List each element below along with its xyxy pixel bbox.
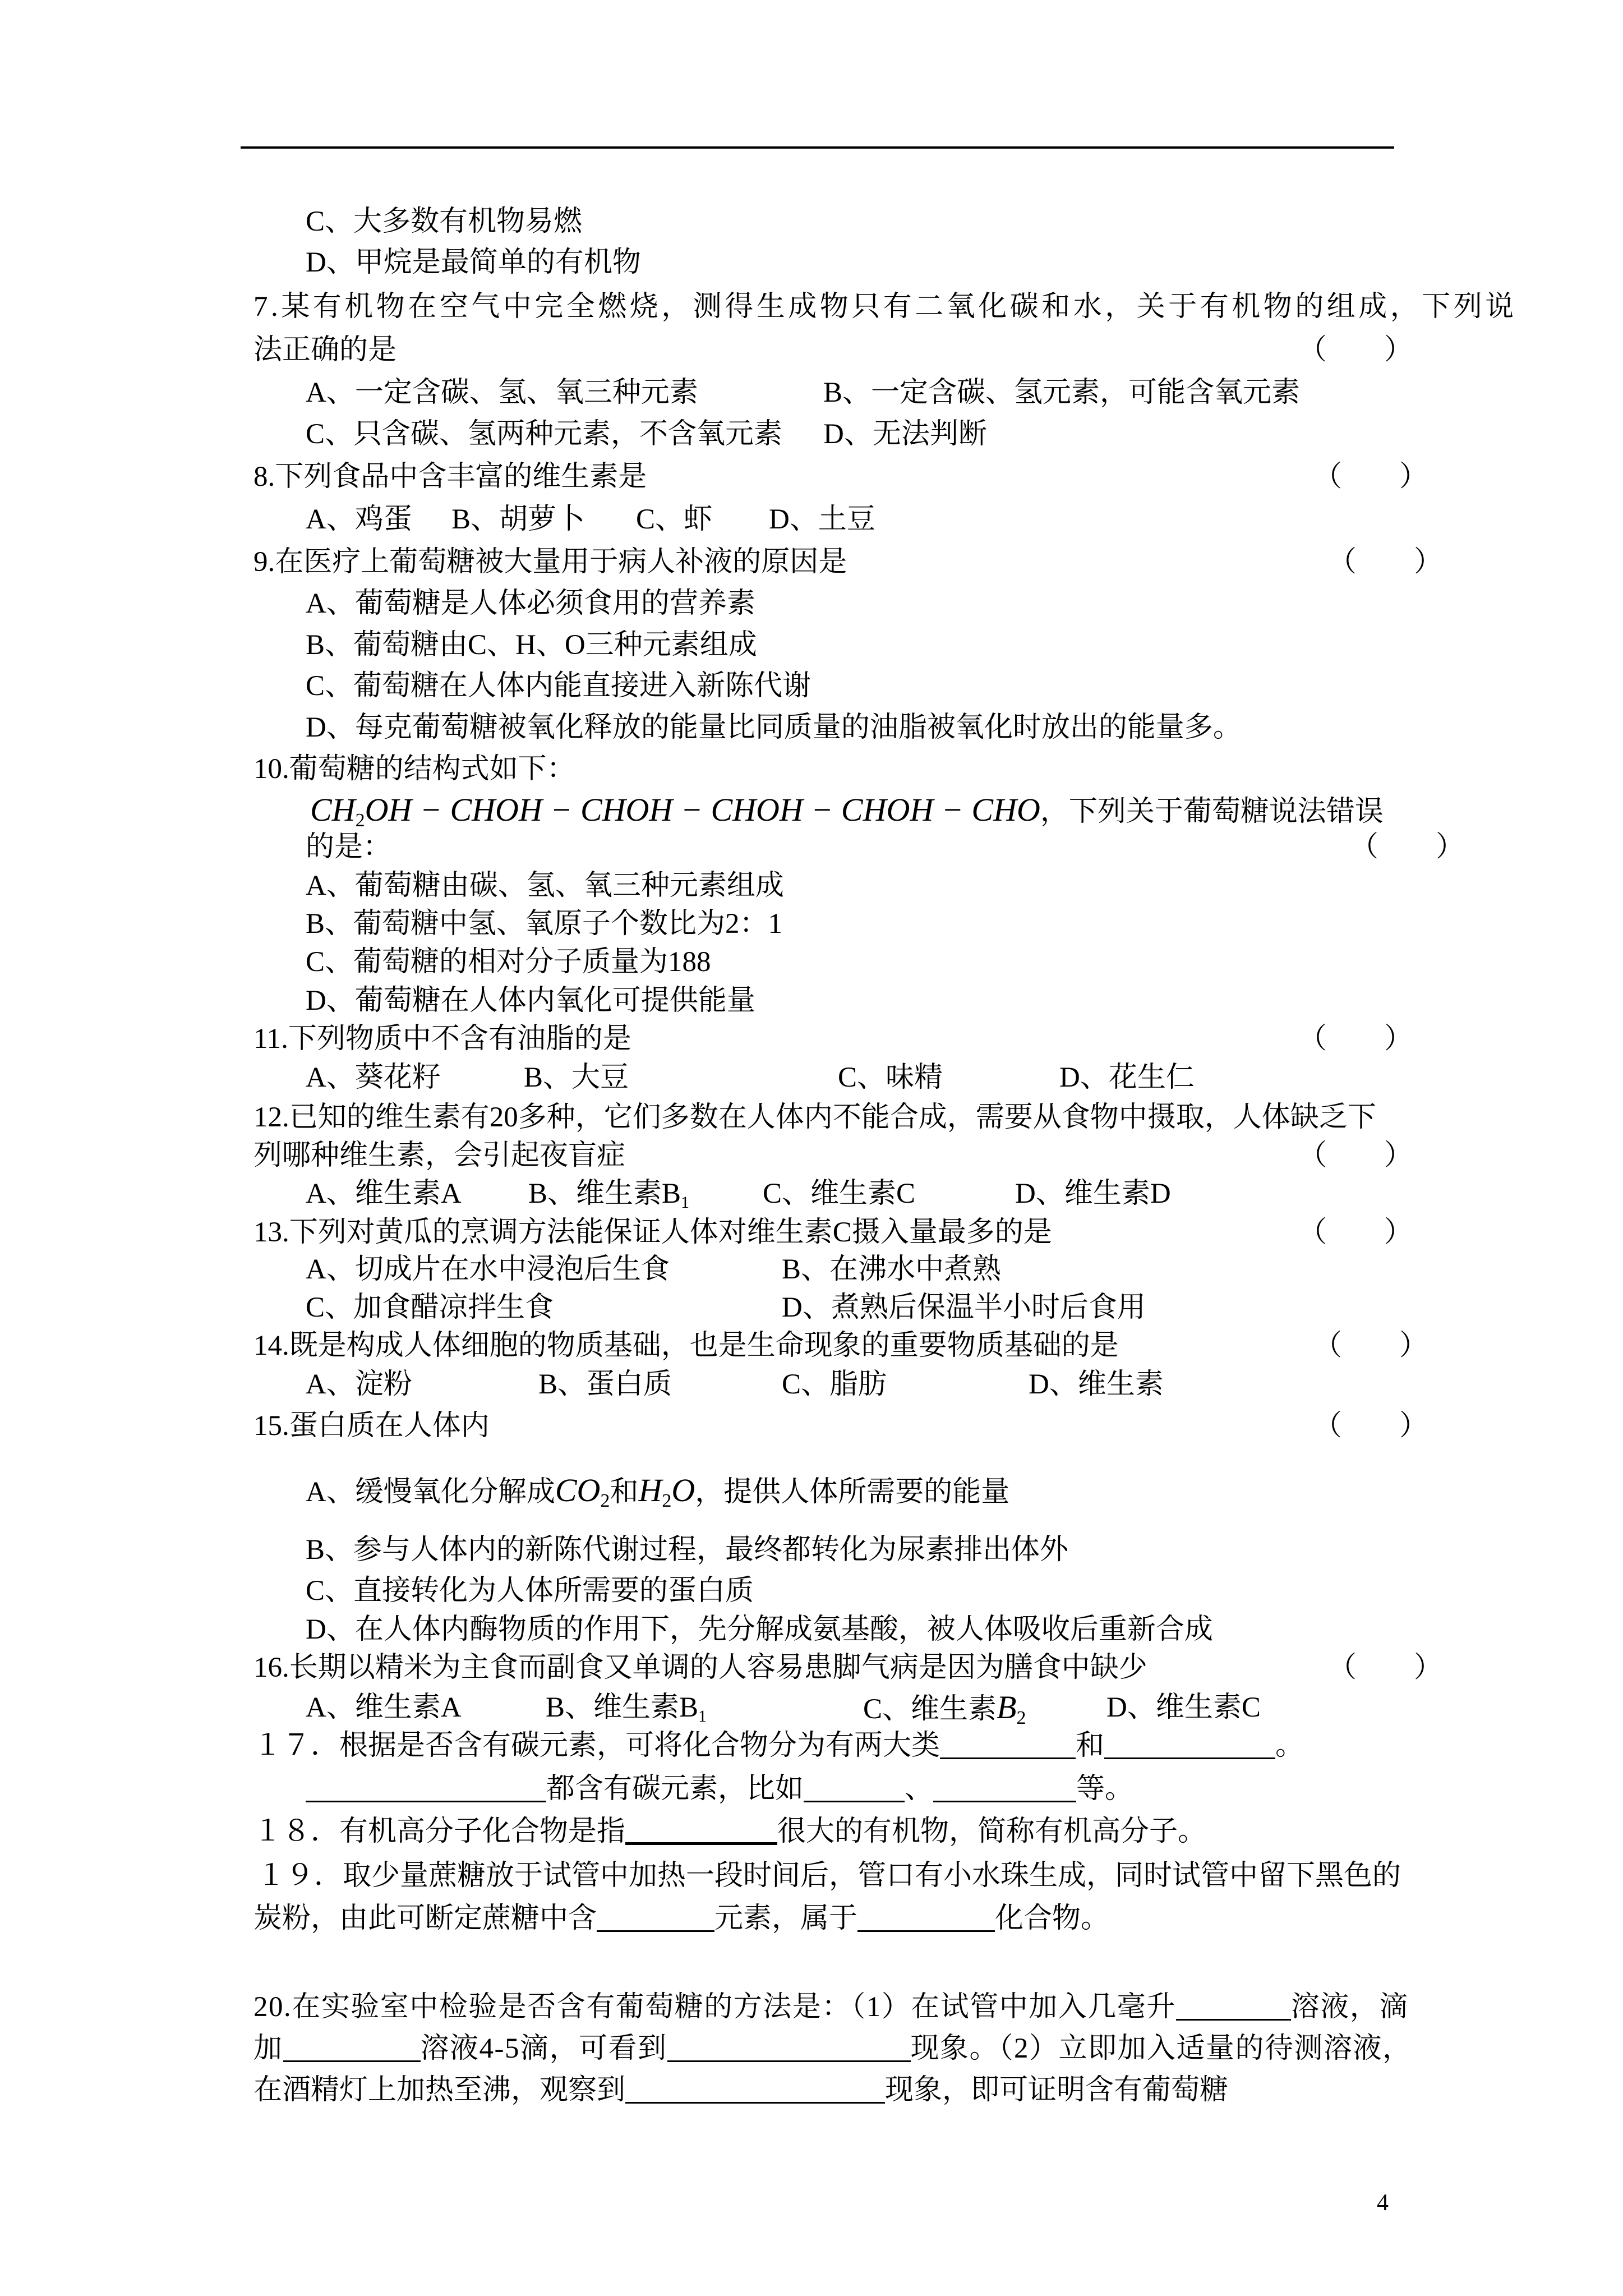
q12-answer-bracket: （ ） — [1298, 1140, 1413, 1171]
q6-option-c: C、大多数有机物易燃 — [306, 206, 583, 237]
q9-option-a: A、葡萄糖是人体必须食用的营养素 — [306, 588, 755, 619]
q10-option-a: A、葡萄糖由碳、氢、氧三种元素组成 — [306, 870, 784, 901]
q20-line-3 — [253, 2072, 1228, 2108]
q13-option-b: B、在沸水中煮熟 — [782, 1254, 1002, 1285]
q13-answer-bracket: （ ） — [1298, 1217, 1413, 1248]
answer-blank — [667, 2033, 911, 2062]
q18-text-b: 很大的有机物，简称有机高分子。 — [777, 1816, 1207, 1847]
formula-part-1: CH — [310, 792, 356, 828]
q12-stem-line-2: 列哪种维生素，会引起夜盲症 — [253, 1140, 626, 1171]
q11-answer-bracket: （ ） — [1298, 1023, 1413, 1055]
q12-option-b — [528, 1176, 689, 1212]
q18-line — [253, 1814, 1206, 1849]
q12-option-b-text: B、维生素B — [528, 1178, 681, 1209]
answer-blank — [933, 1774, 1076, 1802]
answer-blank — [625, 1815, 777, 1845]
q15-stem: 15.蛋白质在人体内 — [253, 1410, 490, 1442]
answer-blank — [283, 2033, 421, 2062]
q20-line-3-text-a: 在酒精灯上加热至沸，观察到 — [253, 2074, 626, 2106]
answer-blank — [625, 2075, 885, 2104]
q13-stem: 13.下列对黄瓜的烹调方法能保证人体对维生素C摄入量最多的是 — [253, 1217, 1052, 1248]
co2-symbol: CO — [555, 1472, 601, 1508]
h2o-h-symbol: H — [638, 1472, 662, 1508]
h2o-o-symbol: O — [671, 1472, 695, 1508]
q17-line-2-text-c: 等。 — [1076, 1773, 1134, 1805]
q10-option-b: B、葡萄糖中氢、氧原子个数比为2：1 — [306, 908, 783, 940]
q10-answer-bracket: （ ） — [1350, 831, 1465, 863]
q11-option-a: A、葵花籽 — [306, 1062, 441, 1093]
answer-blank — [306, 1774, 546, 1802]
q8-option-b: B、胡萝卜 — [451, 504, 585, 535]
q12-option-c: C、维生素C — [763, 1178, 916, 1209]
h2o-subscript: 2 — [662, 1490, 672, 1511]
q13-option-c: C、加食醋凉拌生食 — [306, 1292, 554, 1323]
q7-stem-line-2: 法正确的是 — [253, 334, 397, 366]
q8-option-d: D、土豆 — [769, 504, 875, 535]
q9-stem: 9.在医疗上葡萄糖被大量用于病人补液的原因是 — [253, 546, 847, 578]
q14-stem: 14.既是构成人体细胞的物质基础，也是生命现象的重要物质基础的是 — [253, 1330, 1119, 1361]
q20-line-2-text-c: 现象。（2）立即加入适量的待测溶液， — [910, 2033, 1412, 2064]
q14-option-a: A、淀粉 — [306, 1369, 412, 1400]
q17-line-2-text-b: 、 — [905, 1773, 934, 1805]
q16-option-d: D、维生素C — [1106, 1692, 1261, 1723]
q16-stem: 16.长期以精米为主食而副食又单调的人容易患脚气病是因为膳食中缺少 — [253, 1652, 1147, 1683]
q14-option-d: D、维生素 — [1029, 1369, 1164, 1400]
q20-line-2 — [253, 2031, 1412, 2067]
q9-option-c: C、葡萄糖在人体内能直接进入新陈代谢 — [306, 670, 811, 702]
answer-blank — [597, 1903, 714, 1932]
q17-line-1-text-a: １７．根据是否含有碳元素，可将化合物分为有两大类 — [253, 1730, 940, 1761]
q15-option-d: D、在人体内酶物质的作用下，先分解成氨基酸，被人体吸收后重新合成 — [306, 1614, 1213, 1645]
q14-answer-bracket: （ ） — [1313, 1330, 1428, 1361]
q11-stem: 11.下列物质中不含有油脂的是 — [253, 1023, 631, 1055]
header-rule — [241, 146, 1394, 149]
formula-part-2: OH − CHOH − CHOH − CHOH − CHOH − CHO — [365, 792, 1040, 828]
answer-blank — [804, 1774, 905, 1802]
q10-stem-line-2-text: ，下列关于葡萄糖说法错误 — [1040, 796, 1384, 827]
q10-stem-line-1: 10.葡萄糖的结构式如下： — [253, 753, 575, 785]
glucose-structural-formula — [310, 792, 1040, 831]
q20-line-1-text-b: 溶液，滴 — [1290, 1991, 1409, 2023]
q17-line-1 — [253, 1728, 1304, 1764]
q19-line-2 — [253, 1901, 1109, 1936]
q15-option-b: B、参与人体内的新陈代谢过程，最终都转化为尿素排出体外 — [306, 1534, 1069, 1566]
q12-option-d: D、维生素D — [1015, 1178, 1171, 1209]
answer-blank — [940, 1731, 1076, 1759]
q15-option-a — [306, 1472, 1010, 1511]
q15-option-a-and: 和 — [610, 1476, 639, 1508]
q8-stem: 8.下列食品中含丰富的维生素是 — [253, 461, 647, 493]
q20-line-2-text-a: 加 — [253, 2033, 283, 2064]
q7-option-d: D、无法判断 — [823, 418, 987, 450]
q9-option-b: B、葡萄糖由C、H、O三种元素组成 — [306, 629, 757, 661]
q12-option-b-subscript: 1 — [681, 1193, 690, 1212]
q9-answer-bracket: （ ） — [1328, 546, 1443, 578]
q20-line-2-text-b: 溶液4-5滴，可看到 — [420, 2033, 667, 2064]
q20-line-1-text-a: 20.在实验室中检验是否含有葡萄糖的方法是：（1）在试管中加入几毫升 — [253, 1991, 1176, 2023]
q19-line-2-text-a: 炭粉，由此可断定蔗糖中含 — [253, 1903, 597, 1934]
q19-line-2-text-c: 化合物。 — [995, 1903, 1110, 1934]
answer-blank — [1104, 1731, 1275, 1759]
q12-option-a: A、维生素A — [306, 1178, 462, 1209]
q12-stem-line-1: 12.已知的维生素有20多种，它们多数在人体内不能合成，需要从食物中摄取，人体缺乏下 — [253, 1102, 1376, 1133]
q6-option-d: D、甲烷是最简单的有机物 — [306, 247, 641, 278]
q18-text-a: １８．有机高分子化合物是指 — [253, 1816, 626, 1847]
q17-line-1-text-c: 。 — [1275, 1730, 1304, 1761]
q19-line-1: １９．取少量蔗糖放于试管中加热一段时间后，管口有小水珠生成，同时试管中留下黑色的 — [257, 1860, 1401, 1892]
q10-option-c: C、葡萄糖的相对分子质量为188 — [306, 946, 711, 978]
q7-answer-bracket: （ ） — [1298, 334, 1413, 366]
q8-answer-bracket: （ ） — [1313, 461, 1428, 493]
q17-line-1-text-b: 和 — [1076, 1730, 1105, 1761]
formula-subscript: 2 — [355, 810, 365, 831]
q13-option-a: A、切成片在水中浸泡后生食 — [306, 1254, 670, 1285]
answer-blank — [857, 1903, 995, 1932]
q20-line-3-text-b: 现象，即可证明含有葡萄糖 — [885, 2074, 1229, 2106]
q15-answer-bracket: （ ） — [1313, 1410, 1428, 1442]
q14-option-b: B、蛋白质 — [538, 1369, 672, 1400]
q7-option-c: C、只含碳、氢两种元素，不含氧元素 — [306, 418, 783, 450]
q16-option-c-text: C、维生素 — [863, 1694, 997, 1725]
q13-option-d: D、煮熟后保温半小时后食用 — [782, 1292, 1146, 1323]
h2o-formula — [638, 1472, 695, 1511]
q15-option-c: C、直接转化为人体所需要的蛋白质 — [306, 1575, 754, 1607]
b2-formula — [997, 1689, 1026, 1726]
q11-option-c: C、味精 — [838, 1062, 943, 1093]
co2-formula — [555, 1472, 610, 1511]
b2-symbol: B — [997, 1689, 1017, 1726]
q10-option-d: D、葡萄糖在人体内氧化可提供能量 — [306, 985, 755, 1016]
q19-line-2-text-b: 元素，属于 — [714, 1903, 858, 1934]
q7-option-b: B、一定含碳、氢元素，可能含氧元素 — [823, 377, 1301, 408]
co2-subscript: 2 — [600, 1490, 610, 1511]
q8-option-c: C、虾 — [636, 504, 713, 535]
q16-option-c — [863, 1690, 1026, 1726]
q16-option-b-subscript: 1 — [698, 1707, 707, 1726]
q11-option-b: B、大豆 — [524, 1062, 629, 1093]
q15-option-a-prefix: A、缓慢氧化分解成 — [306, 1476, 555, 1508]
q16-option-b-text: B、维生素B — [546, 1692, 699, 1723]
q11-option-d: D、花生仁 — [1059, 1062, 1195, 1093]
q20-line-1 — [253, 1989, 1409, 2025]
b2-subscript: 2 — [1016, 1708, 1026, 1728]
answer-blank — [1176, 1992, 1291, 2021]
q15-option-a-suffix: ，提供人体所需要的能量 — [695, 1476, 1010, 1508]
q16-option-b — [546, 1690, 707, 1726]
q8-option-a: A、鸡蛋 — [306, 504, 412, 535]
page-number: 4 — [1377, 2190, 1389, 2216]
q9-option-d: D、每克葡萄糖被氧化释放的能量比同质量的油脂被氧化时放出的能量多。 — [306, 712, 1242, 743]
q14-option-c: C、脂肪 — [782, 1369, 887, 1400]
q17-line-2 — [306, 1771, 1133, 1807]
q7-stem-line-1: 7.某有机物在空气中完全燃烧，测得生成物只有二氧化碳和水，关于有机物的组成，下列说 — [253, 291, 1517, 323]
q10-stem-line-2 — [310, 792, 1384, 831]
q10-stem-line-3: 的是： — [306, 831, 392, 863]
q17-line-2-text-a: 都含有碳元素，比如 — [546, 1773, 804, 1805]
q7-option-a: A、一定含碳、氢、氧三种元素 — [306, 377, 698, 408]
q16-answer-bracket: （ ） — [1328, 1652, 1443, 1683]
q16-option-a: A、维生素A — [306, 1692, 462, 1723]
